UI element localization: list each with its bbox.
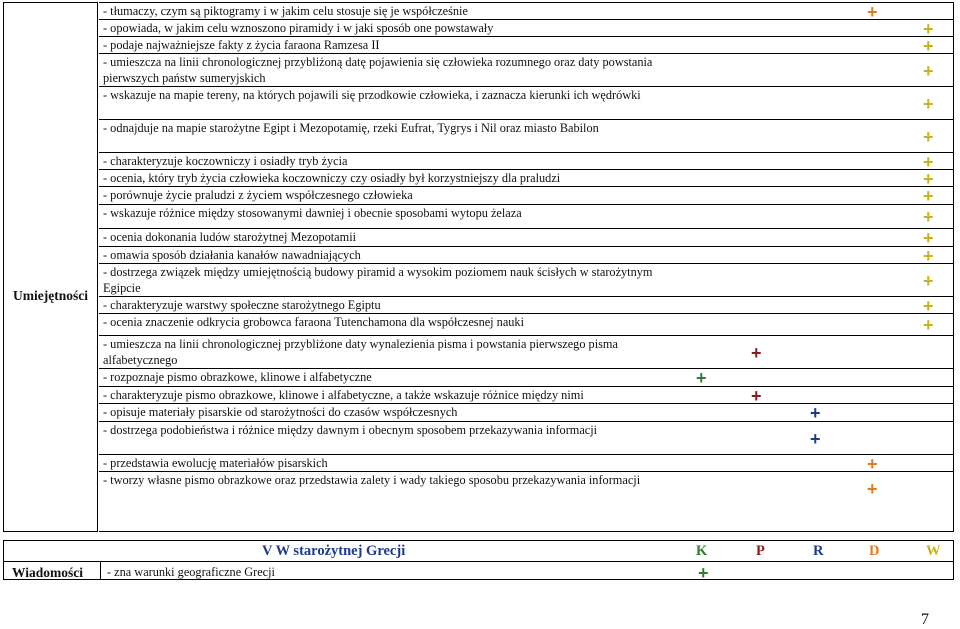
skill-row — [99, 404, 954, 422]
skill-text: - porównuje życie praludzi z życiem współczesnego człowieka — [103, 188, 413, 202]
skill-text: - charakteryzuje koczowniczy i osiadły tryb życia — [103, 154, 348, 168]
skill-text: - charakteryzuje warstwy społeczne starożytnego Egiptu — [103, 298, 381, 312]
plus-mark: + — [698, 563, 709, 583]
plus-mark: + — [923, 93, 934, 114]
skill-row — [99, 87, 954, 120]
skill-row — [99, 369, 954, 387]
category-label-wiadomosci: Wiadomości — [12, 565, 84, 580]
plus-mark: + — [923, 18, 934, 39]
plus-mark: + — [810, 428, 821, 449]
skill-row — [99, 120, 954, 153]
plus-mark: + — [867, 1, 878, 22]
skill-text: - tłumaczy, czym są piktogramy i w jakim celu stosuje się je współcześnie — [103, 4, 468, 18]
skill-row — [99, 153, 954, 170]
skill-row — [99, 187, 954, 205]
skill-row — [99, 37, 954, 54]
skill-row — [99, 472, 954, 506]
skill-row — [99, 170, 954, 187]
category-label: Umiejętności — [13, 288, 88, 303]
plus-mark: + — [923, 228, 934, 248]
plus-mark: + — [923, 315, 934, 335]
skill-row — [99, 3, 954, 20]
section-title: V W starożytnej Grecji — [262, 543, 406, 559]
plus-mark: + — [923, 295, 934, 316]
skill-text: - podaje najważniejsze fakty z życia faraona Ramzesa II — [103, 38, 380, 52]
plus-mark: + — [923, 126, 934, 147]
level-K: K — [696, 543, 708, 559]
plus-mark: + — [751, 385, 762, 406]
plus-mark: + — [923, 270, 934, 291]
plus-mark: + — [867, 479, 878, 499]
skill-text: - ocenia, który tryb życia człowieka koczowniczy czy osiadły był korzystniejszy dla praludzi — [103, 171, 561, 185]
plus-mark: + — [867, 453, 878, 474]
skill-text: - dostrzega podobieństwa i różnice między dawnym i obecnym sposobem przekazywania informacji — [103, 423, 598, 437]
skill-row — [99, 205, 954, 229]
skill-text: - wskazuje różnice między stosowanymi dawniej i obecnie sposobami wytopu żelaza — [103, 206, 522, 220]
row-divider — [4, 561, 953, 562]
plus-mark: + — [810, 403, 821, 423]
plus-mark: + — [696, 368, 707, 388]
plus-mark: + — [751, 342, 762, 363]
skill-row — [99, 20, 954, 37]
plus-mark: + — [923, 168, 934, 189]
level-P: P — [756, 543, 765, 559]
plus-mark: + — [923, 151, 934, 172]
skill-row — [99, 314, 954, 336]
skill-text: - przedstawia ewolucję materiałów pisarskich — [103, 456, 328, 470]
section-table — [3, 540, 954, 583]
skill-text: - wskazuje na mapie tereny, na których pojawili się przodkowie człowieka, i zaznacza kierunki ich wędrówki — [103, 88, 641, 102]
skill-text: - tworzy własne pismo obrazkowe oraz przedstawia zalety i wady takiego sposobu przekazywania informacji — [103, 473, 641, 487]
skill-row — [99, 422, 954, 455]
skill-text: - omawia sposób działania kanałów nawadniających — [103, 248, 361, 262]
plus-mark: + — [923, 245, 934, 266]
level-W: W — [926, 543, 941, 559]
skills-table — [99, 2, 954, 532]
skill-text: - ocenia znaczenie odkrycia grobowca faraona Tutenchamona dla współczesnej nauki — [103, 315, 524, 329]
category-cell-umiejetnosci — [3, 2, 98, 532]
plus-mark: + — [923, 35, 934, 56]
skill-row — [99, 54, 954, 87]
skill-text: - charakteryzuje pismo obrazkowe, klinowe i alfabetyczne, a także wskazuje różnice między nimi — [103, 388, 584, 402]
page-number: 7 — [921, 611, 929, 628]
skill-text: - umieszcza na linii chronologicznej przybliżoną datę pojawienia się człowieka rozumnego oraz daty powstania pierwszych państw sumeryjskich — [103, 55, 653, 85]
skill-text: - ocenia dokonania ludów starożytnej Mezopotamii — [103, 230, 357, 244]
level-R: R — [813, 543, 824, 559]
skill-row — [99, 247, 954, 264]
plus-mark: + — [923, 60, 934, 81]
skill-text: - opowiada, w jakim celu wznoszono piramidy i w jaki sposób one powstawały — [103, 21, 494, 35]
knowledge-item: - zna warunki geograficzne Grecji — [107, 565, 275, 579]
skill-row — [99, 455, 954, 472]
skill-row — [99, 229, 954, 247]
skill-text: - odnajduje na mapie starożytne Egipt i Mezopotamię, rzeki Eufrat, Tygrys i Nil oraz miasto Babilon — [103, 121, 599, 135]
skill-row — [99, 264, 954, 297]
plus-mark: + — [923, 207, 934, 227]
skill-text: - umieszcza na linii chronologicznej przybliżone daty wynalezienia pisma i powstania pierwszego pisma alfabetycznego — [103, 337, 618, 367]
level-D: D — [869, 543, 880, 559]
skill-text: - dostrzega związek między umiejętnością budowy piramid a wysokim poziomem nauk ścisłych w starożytnym Egipcie — [103, 265, 653, 295]
skill-text: - opisuje materiały pisarskie od starożytności do czasów współczesnych — [103, 405, 458, 419]
column-divider — [100, 561, 101, 579]
skill-row — [99, 297, 954, 314]
skill-row — [99, 336, 954, 369]
plus-mark: + — [923, 186, 934, 206]
skill-row — [99, 387, 954, 404]
skill-text: - rozpoznaje pismo obrazkowe, klinowe i alfabetyczne — [103, 370, 372, 384]
